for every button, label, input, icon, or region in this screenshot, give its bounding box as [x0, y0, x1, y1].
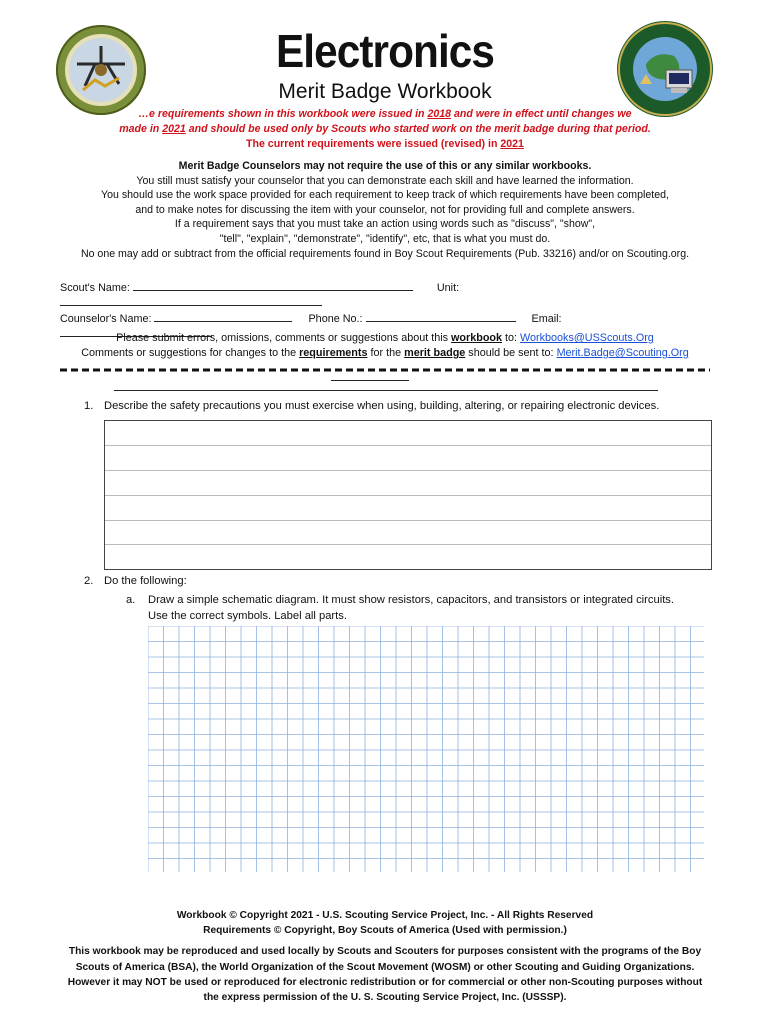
- notice-line-1: …e requirements shown in this workbook were issued in 2018 and were in effect until changes we: [138, 108, 632, 120]
- phone-field[interactable]: [366, 310, 516, 322]
- intro-line: "tell", "explain", "demonstrate", "identify", etc, that is what you must do.: [219, 232, 551, 245]
- req-1-number: 1.: [84, 400, 94, 412]
- req-2a-letter: a.: [126, 594, 136, 606]
- footer-license-line: However it may NOT be used or reproduced for electronic redistribution or for commercial or other non-Scouting purposes without: [67, 976, 703, 988]
- intro-line: You still must satisfy your counselor that you can demonstrate each skill and have learned the information.: [136, 174, 634, 187]
- footer-requirements-copyright: Requirements © Copyright, Boy Scouts of America (Used with permission.): [203, 925, 567, 937]
- workbooks-email-link[interactable]: Workbooks@USScouts.Org: [520, 332, 654, 344]
- submit-line-2: Comments or suggestions for changes to the requirements for the merit badge should be sent to: Merit.Badge@Scouting.Org: [81, 347, 689, 359]
- schematic-drawing-grid[interactable]: [148, 626, 704, 872]
- req-2a-text-line-2: Use the correct symbols. Label all parts.: [148, 610, 347, 622]
- footer-copyright: Workbook © Copyright 2021 - U.S. Scouting Service Project, Inc. - All Rights Reserved: [176, 910, 594, 921]
- intro-line: and to make notes for discussing the item with your counselor, not for providing full and complete answers.: [135, 203, 635, 216]
- req-2-number: 2.: [84, 575, 94, 587]
- notice-line-3: The current requirements were issued (revised) in 2021: [246, 138, 524, 150]
- scout-name-label: Scout's Name:: [60, 282, 130, 294]
- req-2-text: Do the following:: [104, 575, 187, 587]
- intro-line: If a requirement says that you must take an action using words such as "discuss", "show",: [174, 218, 596, 231]
- req-1-text: Describe the safety precautions you must exercise when using, building, altering, or repairing electronic devices.: [104, 400, 660, 412]
- separator-rule: [114, 390, 658, 391]
- intro-block: [0, 159, 770, 261]
- footer-license-line: Scouts of America (BSA), the World Organization of the Scout Movement (WOSM) or other Scouting and Guiding Organizations.: [75, 961, 695, 973]
- changed-year: 2021: [162, 123, 186, 135]
- intro-bold-line: Merit Badge Counselors may not require the use of this or any similar workbooks.: [178, 160, 592, 172]
- unit-label: Unit:: [436, 282, 460, 294]
- submit-line-1: Please submit errors, omissions, comments or suggestions about this workbook to: Workbooks@USScouts.Org: [116, 332, 654, 344]
- footer-license-line: This workbook may be reproduced and used locally by Scouts and Scouters for purposes consistent with the programs of the Boy: [68, 946, 702, 958]
- page-title: Electronics: [275, 25, 495, 77]
- dashed-separator: [60, 362, 710, 372]
- scout-row: [60, 279, 710, 309]
- req-2a-text-line-1: Draw a simple schematic diagram. It must show resistors, capacitors, and transistors or integrated circuits.: [148, 594, 674, 606]
- merit-badge-email-link[interactable]: Merit.Badge@Scouting.Org: [556, 347, 689, 359]
- phone-label: Phone No.:: [308, 313, 363, 325]
- counselor-name-label: Counselor's Name:: [60, 313, 152, 325]
- current-year: 2021: [500, 138, 524, 150]
- footer-block: [0, 908, 770, 1005]
- intro-line: No one may add or subtract from the official requirements found in Boy Scout Requirements (Pub. 33216) and/or on Scouting.org.: [80, 247, 690, 260]
- counselor-name-field[interactable]: [154, 310, 292, 322]
- issued-year: 2018: [427, 108, 452, 120]
- page-subtitle: Merit Badge Workbook: [278, 80, 492, 103]
- intro-line: You should use the work space provided for each requirement to keep track of which requirements have been completed,: [101, 189, 669, 202]
- footer-license-line: the express permission of the U. S. Scouting Service Project, Inc. (USSSP).: [203, 992, 567, 1004]
- separator-rule-short: [331, 380, 409, 381]
- email-label: Email:: [531, 313, 562, 325]
- req-1-answer-box[interactable]: [104, 420, 712, 570]
- unit-field[interactable]: [60, 294, 322, 306]
- scout-name-field[interactable]: [133, 279, 413, 291]
- notice-line-2: made in 2021 and should be used only by Scouts who started work on the merit badge during that period.: [119, 123, 651, 135]
